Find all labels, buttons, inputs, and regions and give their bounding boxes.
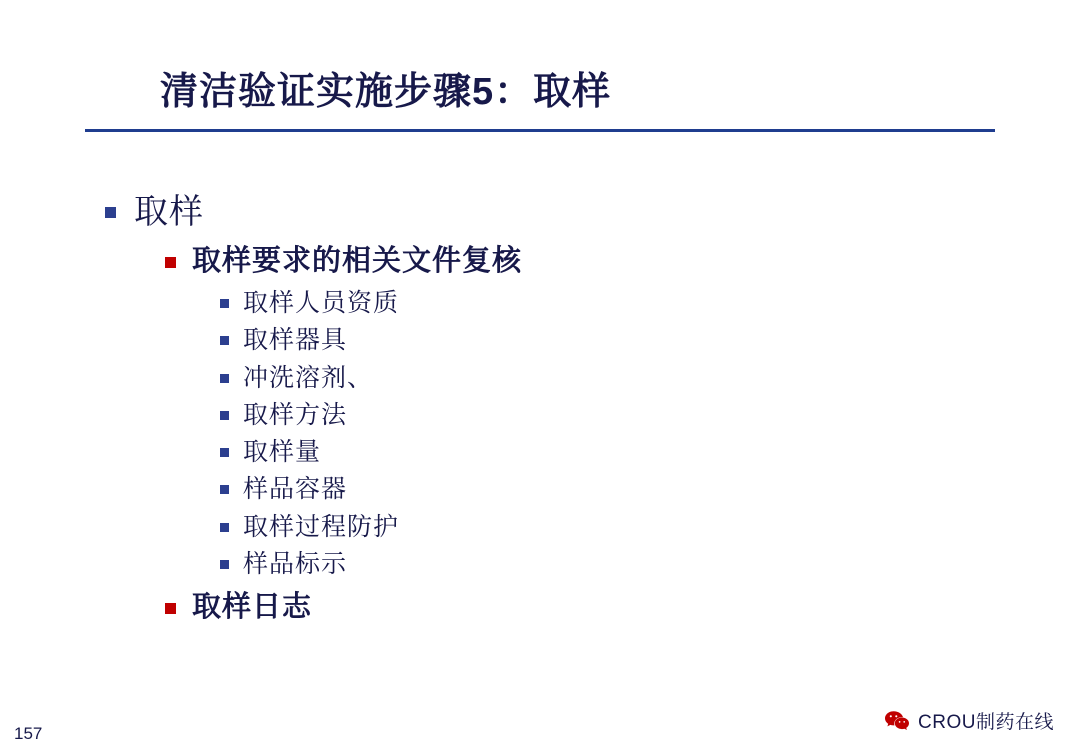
page-number: 157	[14, 724, 43, 743]
square-bullet-icon	[220, 299, 229, 308]
outline-content	[105, 190, 985, 631]
list-item	[105, 190, 985, 236]
list-item	[220, 509, 985, 545]
list-item	[220, 285, 985, 321]
list-item	[165, 242, 985, 281]
list-item-label: 样品容器	[243, 475, 348, 504]
square-bullet-icon	[220, 374, 229, 383]
list-item-label: 取样量	[243, 438, 322, 467]
list-item	[220, 546, 985, 582]
watermark	[884, 707, 1054, 734]
list-item-label: 取样人员资质	[243, 289, 400, 318]
title-divider	[85, 129, 995, 132]
square-bullet-icon	[165, 257, 176, 268]
square-bullet-icon	[165, 603, 176, 614]
list-item-label: 取样方法	[243, 400, 348, 429]
list-item-label: 取样器具	[243, 326, 348, 355]
list-item-label: 取样	[134, 193, 204, 231]
square-bullet-icon	[220, 411, 229, 420]
page-title: 清洁验证实施步骤5：取样	[160, 71, 612, 113]
watermark-label: CROU制药在线	[918, 712, 1054, 733]
list-item	[220, 397, 985, 433]
list-item-label: 冲洗溶剂、	[243, 363, 374, 392]
list-item	[165, 588, 985, 627]
list-item	[220, 360, 985, 396]
list-item	[220, 471, 985, 507]
title-area	[85, 68, 995, 132]
list-item	[220, 434, 985, 470]
square-bullet-icon	[220, 448, 229, 457]
list-item-label: 样品标示	[243, 549, 348, 578]
square-bullet-icon	[220, 336, 229, 345]
list-item-label: 取样要求的相关文件复核	[192, 244, 523, 277]
list-item-label: 取样过程防护	[243, 512, 400, 541]
square-bullet-icon	[220, 485, 229, 494]
square-bullet-icon	[105, 207, 116, 218]
sub-list	[105, 285, 985, 582]
wechat-icon	[884, 710, 910, 732]
square-bullet-icon	[220, 523, 229, 532]
square-bullet-icon	[220, 560, 229, 569]
list-item-label: 取样日志	[192, 591, 313, 624]
list-item	[220, 322, 985, 358]
